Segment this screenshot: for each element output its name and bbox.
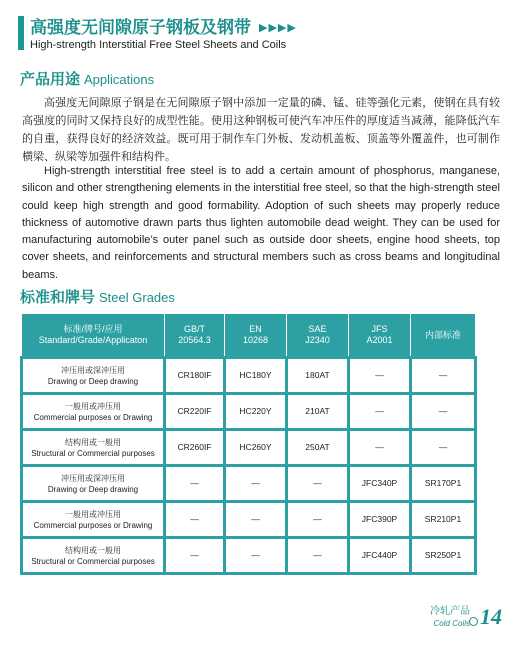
title-arrows-icon: ▶▶▶▶ [259, 21, 297, 34]
internal-cell: SR250P1 [411, 538, 476, 574]
jfs-cell: — [349, 394, 411, 430]
application-cell: 结构用或一般用 Structural or Commercial purposes [22, 430, 165, 466]
column-header: 标准/牌号/应用 Standard/Grade/Applicaton [22, 314, 165, 358]
internal-cell: — [411, 430, 476, 466]
table-header-row [22, 314, 476, 358]
page-title-cn: 高强度无间隙原子钢板及钢带 [30, 18, 251, 38]
internal-cell: SR170P1 [411, 466, 476, 502]
page-title [30, 13, 297, 38]
application-cell: 结构用或一般用 Structural or Commercial purposes [22, 538, 165, 574]
footer-label-en: Cold Coils [433, 619, 470, 628]
page-number: 14 [480, 604, 502, 629]
applications-text-cn: 高强度无间隙原子钢是在无间隙原子钢中添加一定量的磷、锰、硅等强化元素，使钢在具有较高强度的同时又保持良好的成型性能。使用这种钢板可使汽车冲压件的厚度适当减薄，能降低汽车的自重，获得良好的经济效益。既可用于制作车门外板、发动机盖板、顶盖等外覆盖件，也可制作横梁、纵梁等加强件和结构件。 [22, 96, 500, 163]
application-cell: 冲压用或深冲压用 Drawing or Deep drawing [22, 466, 165, 502]
column-header: JFS A2001 [349, 314, 411, 358]
gb-cell: CR260IF [165, 430, 225, 466]
column-header: 内部标准 [411, 314, 476, 358]
jfs-cell: — [349, 358, 411, 394]
applications-text-en: High-strength interstitial free steel is to add a certain amount of phosphorus, manganese, silicon and other strengthening elements in the interstitial free steel, so that the high-strength steel could keep high strength and good formability. Adoption of such sheets may properly reduce thickness of automotive drawn parts thus lighten automobile dead weight. They can be used for manufacturing automobile’s outer panel such as outside door sheets, engine hood sheets, top cover sheets, and reinforcements and structural members such as cross beams and longitudinal beams. [22, 165, 500, 281]
gb-cell: — [165, 538, 225, 574]
jfs-cell: JFC440P [349, 538, 411, 574]
column-header: EN 10268 [225, 314, 287, 358]
column-header: SAE J2340 [287, 314, 349, 358]
en-cell: — [225, 538, 287, 574]
column-header: GB/T 20564.3 [165, 314, 225, 358]
sae-cell: 180AT [287, 358, 349, 394]
gb-cell: — [165, 502, 225, 538]
jfs-cell: — [349, 430, 411, 466]
internal-cell: SR210P1 [411, 502, 476, 538]
en-cell: — [225, 466, 287, 502]
en-cell: HC260Y [225, 430, 287, 466]
applications-heading [20, 68, 154, 89]
applications-heading-en: Applications [84, 72, 155, 87]
internal-cell: — [411, 394, 476, 430]
internal-cell: — [411, 358, 476, 394]
table-row [22, 466, 476, 502]
table-row [22, 538, 476, 574]
steel-grades-table [20, 313, 477, 575]
sae-cell: 210AT [287, 394, 349, 430]
application-cell: 一般用或冲压用 Commercial purposes or Drawing [22, 502, 165, 538]
table-row [22, 358, 476, 394]
en-cell: — [225, 502, 287, 538]
application-cell: 一般用或冲压用 Commercial purposes or Drawing [22, 394, 165, 430]
sae-cell: — [287, 502, 349, 538]
gb-cell: — [165, 466, 225, 502]
title-accent-bar [18, 16, 24, 50]
sae-cell: — [287, 466, 349, 502]
page-subtitle-en: High-strength Interstitial Free Steel Sheets and Coils [30, 39, 287, 51]
en-cell: HC220Y [225, 394, 287, 430]
grades-heading-cn: 标准和牌号 [20, 288, 96, 306]
table-row [22, 430, 476, 466]
application-cell: 冲压用或深冲压用 Drawing or Deep drawing [22, 358, 165, 394]
page-footer [402, 598, 502, 628]
jfs-cell: JFC390P [349, 502, 411, 538]
grades-heading [20, 286, 175, 307]
applications-heading-cn: 产品用途 [20, 70, 81, 88]
table-row [22, 394, 476, 430]
sae-cell: 250AT [287, 430, 349, 466]
table-row [22, 502, 476, 538]
en-cell: HC180Y [225, 358, 287, 394]
coil-icon [469, 617, 478, 626]
gb-cell: CR180IF [165, 358, 225, 394]
jfs-cell: JFC340P [349, 466, 411, 502]
footer-label-cn: 冷轧产品 [430, 606, 470, 617]
grades-heading-en: Steel Grades [99, 290, 175, 305]
sae-cell: — [287, 538, 349, 574]
gb-cell: CR220IF [165, 394, 225, 430]
